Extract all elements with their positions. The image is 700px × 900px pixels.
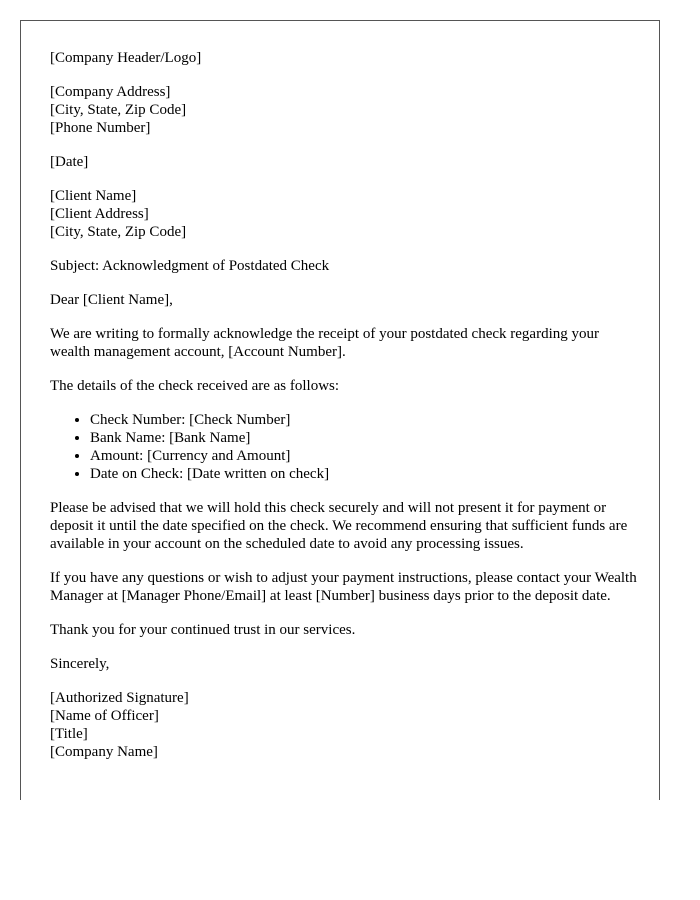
- hold-notice-paragraph: Please be advised that we will hold this check securely and will not present it for payment or deposit it until the date specified on the check. We recommend ensuring that sufficient funds are available in your account on the scheduled date to avoid any processing issues.: [50, 500, 628, 552]
- client-name: [Client Name]: [50, 188, 137, 204]
- letter-salutation: Dear [Client Name],: [50, 292, 173, 308]
- letter-date-block: [50, 153, 640, 171]
- company-header-logo: [Company Header/Logo]: [50, 50, 202, 66]
- client-address: [Client Address]: [50, 206, 149, 222]
- signature-block: [50, 689, 640, 761]
- company-address-block: [50, 83, 640, 137]
- company-address: [Company Address]: [50, 84, 171, 100]
- authorized-signature: [Authorized Signature]: [50, 690, 189, 706]
- thanks-paragraph: Thank you for your continued trust in our services.: [50, 622, 356, 638]
- check-details-list: [50, 411, 640, 483]
- client-city: [City, State, Zip Code]: [50, 224, 187, 240]
- letter-subject: Subject: Acknowledgment of Postdated Check: [50, 258, 330, 274]
- company-header: [50, 49, 640, 67]
- list-item: • Date on Check: [Date written on check]: [90, 465, 640, 483]
- client-address-block: [50, 187, 640, 241]
- intro-paragraph: We are writing to formally acknowledge the receipt of your postdated check regarding your wealth management account, [Account Number].: [50, 326, 600, 360]
- details-intro: The details of the check received are as follows:: [50, 378, 340, 394]
- officer-name: [Name of Officer]: [50, 708, 159, 724]
- letter-closing: Sincerely,: [50, 656, 110, 672]
- letter-page: [20, 20, 660, 800]
- company-city: [City, State, Zip Code]: [50, 102, 187, 118]
- company-phone: [Phone Number]: [50, 120, 151, 136]
- list-item: • Check Number: [Check Number]: [90, 411, 640, 429]
- list-item: • Bank Name: [Bank Name]: [90, 429, 640, 447]
- list-item: • Amount: [Currency and Amount]: [90, 447, 640, 465]
- contact-notice-paragraph: If you have any questions or wish to adjust your payment instructions, please contact your Wealth Manager at [Manager Phone/Email] at least [Number] business days prior to the deposit date.: [50, 570, 637, 604]
- letter-body: [50, 49, 640, 777]
- letter-date: [Date]: [50, 154, 89, 170]
- officer-title: [Title]: [50, 726, 88, 742]
- signature-company-name: [Company Name]: [50, 744, 158, 760]
